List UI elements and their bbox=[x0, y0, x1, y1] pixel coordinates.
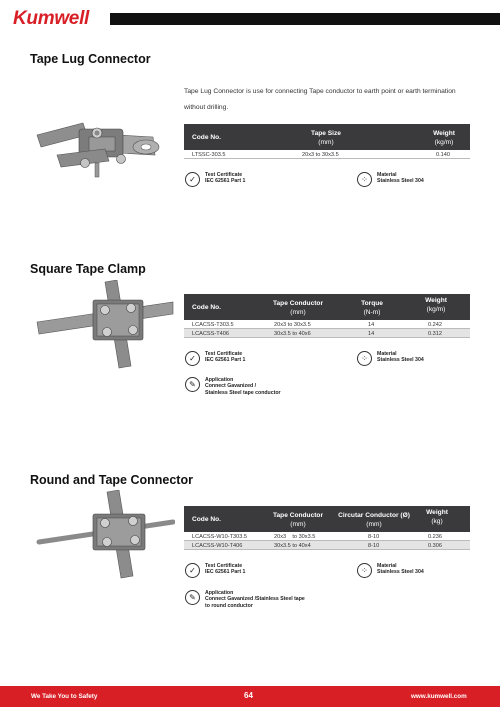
table-row: LTSSC-303.5 20x3 to 30x3.5 0.140 bbox=[184, 150, 470, 159]
table-row: LCACSS-W10-T303.5 20x3 to 30x3.5 8-10 0.236 bbox=[184, 532, 470, 541]
material-icon: ⁘ bbox=[357, 172, 372, 187]
section-title-tape-lug: Tape Lug Connector bbox=[30, 52, 151, 66]
col-header-weight: Weight (kg/m) bbox=[433, 130, 455, 146]
section-title-square-tape-clamp: Square Tape Clamp bbox=[30, 262, 146, 276]
spec-table-square-tape-clamp bbox=[184, 294, 470, 338]
spec-table-tape-lug bbox=[184, 124, 470, 159]
section-title-round-tape-connector: Round and Tape Connector bbox=[30, 473, 193, 487]
col-header-tape-size: Tape Size (mm) bbox=[311, 130, 341, 146]
intro-text: Tape Lug Connector is use for connecting Tape conductor to earth point or earth termination without drilling. bbox=[184, 88, 456, 111]
col-header-tape-conductor: Tape Conductor (mm) bbox=[272, 300, 324, 316]
table-row: LCACSS-T303.5 20x3 to 30x3.5 14 0.242 bbox=[184, 320, 470, 329]
col-header-code: Code No. bbox=[192, 516, 221, 523]
footer-website[interactable]: www.kumwell.com bbox=[411, 693, 467, 700]
table-row: LCACSS-W10-T406 30x3.5 to 40x4 8-10 0.306 bbox=[184, 541, 470, 550]
table-header bbox=[184, 506, 470, 532]
table-header bbox=[184, 294, 470, 320]
application-icon: ✎ bbox=[185, 590, 200, 605]
material-icon: ⁘ bbox=[357, 563, 372, 578]
badge-material: ⁘ Material Stainless Steel 304 bbox=[357, 351, 424, 366]
badge-application: ✎ Application Connect Gavanized / Stainless Steel tape conductor bbox=[185, 377, 281, 396]
footer-slogan: We Take You to Safety bbox=[31, 693, 98, 700]
col-header-weight: Weight (kg/m) bbox=[425, 297, 447, 313]
header-bar bbox=[110, 13, 500, 25]
application-icon: ✎ bbox=[185, 377, 200, 392]
col-header-code: Code No. bbox=[192, 134, 221, 141]
badge-material: ⁘ Material Stainless Steel 304 bbox=[357, 172, 424, 187]
badge-test-certificate: ✓ Test Certificate IEC 62561 Part 1 bbox=[185, 172, 245, 187]
page-number: 64 bbox=[244, 691, 253, 700]
col-header-circular-conductor: Circutar Conductor (Ø) (mm) bbox=[338, 512, 410, 528]
badge-material: ⁘ Material Stainless Steel 304 bbox=[357, 563, 424, 578]
certificate-icon: ✓ bbox=[185, 172, 200, 187]
table-row: LCACSS-T406 30x3.5 to 40x6 14 0.312 bbox=[184, 329, 470, 338]
page-footer bbox=[0, 686, 500, 707]
round-tape-connector-image bbox=[35, 490, 175, 580]
badge-test-certificate: ✓ Test Certificate IEC 62561 Part 1 bbox=[185, 351, 245, 366]
kumwell-logo: Kumwell bbox=[13, 8, 90, 29]
col-header-torque: Torque (N-m) bbox=[361, 300, 383, 316]
material-icon: ⁘ bbox=[357, 351, 372, 366]
col-header-weight: Weight (kg) bbox=[426, 509, 448, 525]
tape-lug-connector-image bbox=[35, 105, 175, 185]
square-tape-clamp-image bbox=[35, 280, 175, 370]
table-header bbox=[184, 124, 470, 150]
badge-application: ✎ Application Connect Gavanized /Stainless Steel tape to round conductor bbox=[185, 590, 305, 609]
spec-table-round-tape-connector bbox=[184, 506, 470, 550]
page-header bbox=[0, 0, 500, 34]
col-header-tape-conductor: Tape Conductor (mm) bbox=[272, 512, 324, 528]
certificate-icon: ✓ bbox=[185, 351, 200, 366]
col-header-code: Code No. bbox=[192, 304, 221, 311]
certificate-icon: ✓ bbox=[185, 563, 200, 578]
badge-test-certificate: ✓ Test Certificate IEC 62561 Part 1 bbox=[185, 563, 245, 578]
